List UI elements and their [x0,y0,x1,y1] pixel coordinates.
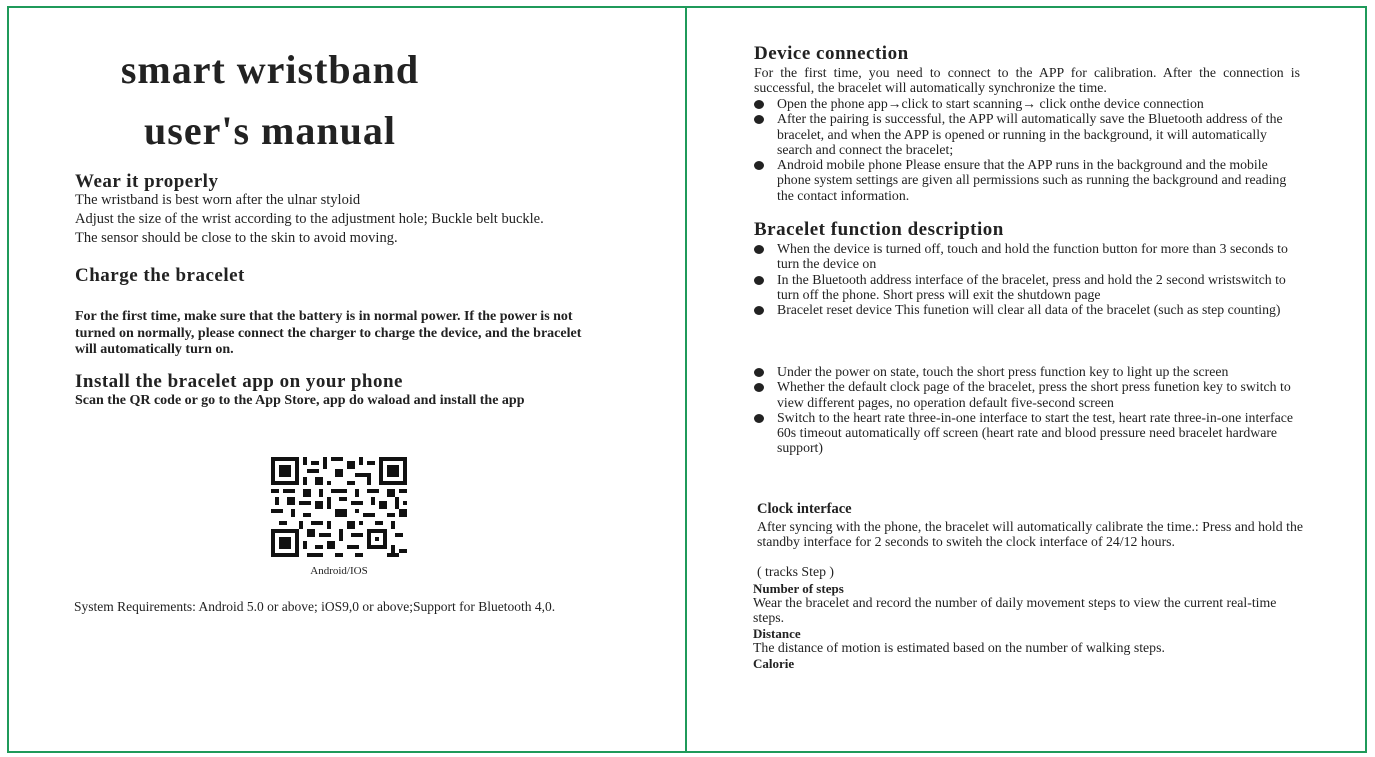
right-edge-line [1365,6,1367,753]
charge-text: For the first time, make sure that the battery is in normal power. If the power is not turned on normally, please connect the charger to charge the device, and the bracelet will automatically turn on. [75,309,582,357]
wear-section [75,192,620,247]
device-heading: Device connection [754,43,909,64]
manual-title-line2: user's manual [144,108,396,153]
function-bullets-b [753,364,1298,456]
install-text: Scan the QR code or go to the App Store, app do waload and install the app [75,393,525,408]
charge-heading: Charge the bracelet [75,265,245,286]
steps-heading: Number of steps [753,581,844,596]
wear-heading: Wear it properly [75,171,219,192]
function-bullet-6: Switch to the heart rate three-in-one interface to start the test, heart rate three-in-one interface 60s timeout automatically off screen (heart rate and blood pressure need bracelet hardware support) [753,410,1298,456]
distance-heading: Distance [753,626,801,641]
device-bullet-3: Android mobile phone Please ensure that the APP runs in the background and the mobile phone system settings are given all permissions such as running the background and reading the contact information. [753,157,1298,203]
clock-text: After syncing with the phone, the bracelet will automatically calibrate the time.: Press and hold the standby interface for 2 seconds to switeh the clock interface of 24/12 hours. [757,519,1303,550]
install-heading: Install the bracelet app on your phone [75,371,403,392]
distance-text: The distance of motion is estimated based on the number of walking steps. [753,640,1165,655]
calorie-heading: Calorie [753,656,795,671]
qr-label: Android/IOS [310,565,368,577]
function-bullets-a [753,241,1298,317]
function-bullet-5: Whether the default clock page of the bracelet, press the short press funetion key to switch to view different pages, no operation default five-second screen [753,379,1298,410]
qr-code-icon [271,457,407,557]
device-bullets [753,96,1298,203]
function-bullet-1: When the device is turned off, touch and hold the function button for more than 3 seconds to turn the device on [753,241,1298,272]
clock-tracks: ( tracks Step ) [757,564,835,579]
function-bullet-4: Under the power on state, touch the short press function key to light up the screen [753,364,1298,379]
device-bullet-2: After the pairing is successful, the APP will automatically save the Bluetooth address of the bracelet, and when the APP is opened or running in the background, it will automatically search and connect the bracelet; [753,111,1298,157]
wear-line-1: The wristband is best worn after the ulnar styloid [75,192,361,208]
function-heading: Bracelet function description [754,219,1004,240]
wear-line-3: The sensor should be close to the skin to avoid moving. [75,229,398,246]
steps-text: Wear the bracelet and record the number of daily movement steps to view the current real-time steps. [753,595,1277,626]
device-intro: For the first time, you need to connect to the APP for calibration. After the connection is successful, the bracelet will automatically synchronize the time. [754,65,1300,96]
manual-title-line1: smart wristband [120,47,420,92]
system-requirements: System Requirements: Android 5.0 or above; iOS9,0 or above;Support for Bluetooth 4,0. [74,599,556,614]
page-divider [685,6,687,753]
clock-heading: Clock interface [757,501,852,517]
function-bullet-3: Bracelet reset device This funetion will clear all data of the bracelet (such as step counting) [753,302,1298,317]
device-bullet-1: Open the phone app→click to start scanning→ click onthe device connection [753,96,1298,111]
wear-line-2: Adjust the size of the wrist according to the adjustment hole; Buckle belt buckle. [75,211,544,227]
function-bullet-2: In the Bluetooth address interface of the bracelet, press and hold the 2 second wristswitch to turn off the phone. Short press will exit the shutdown page [753,272,1298,303]
